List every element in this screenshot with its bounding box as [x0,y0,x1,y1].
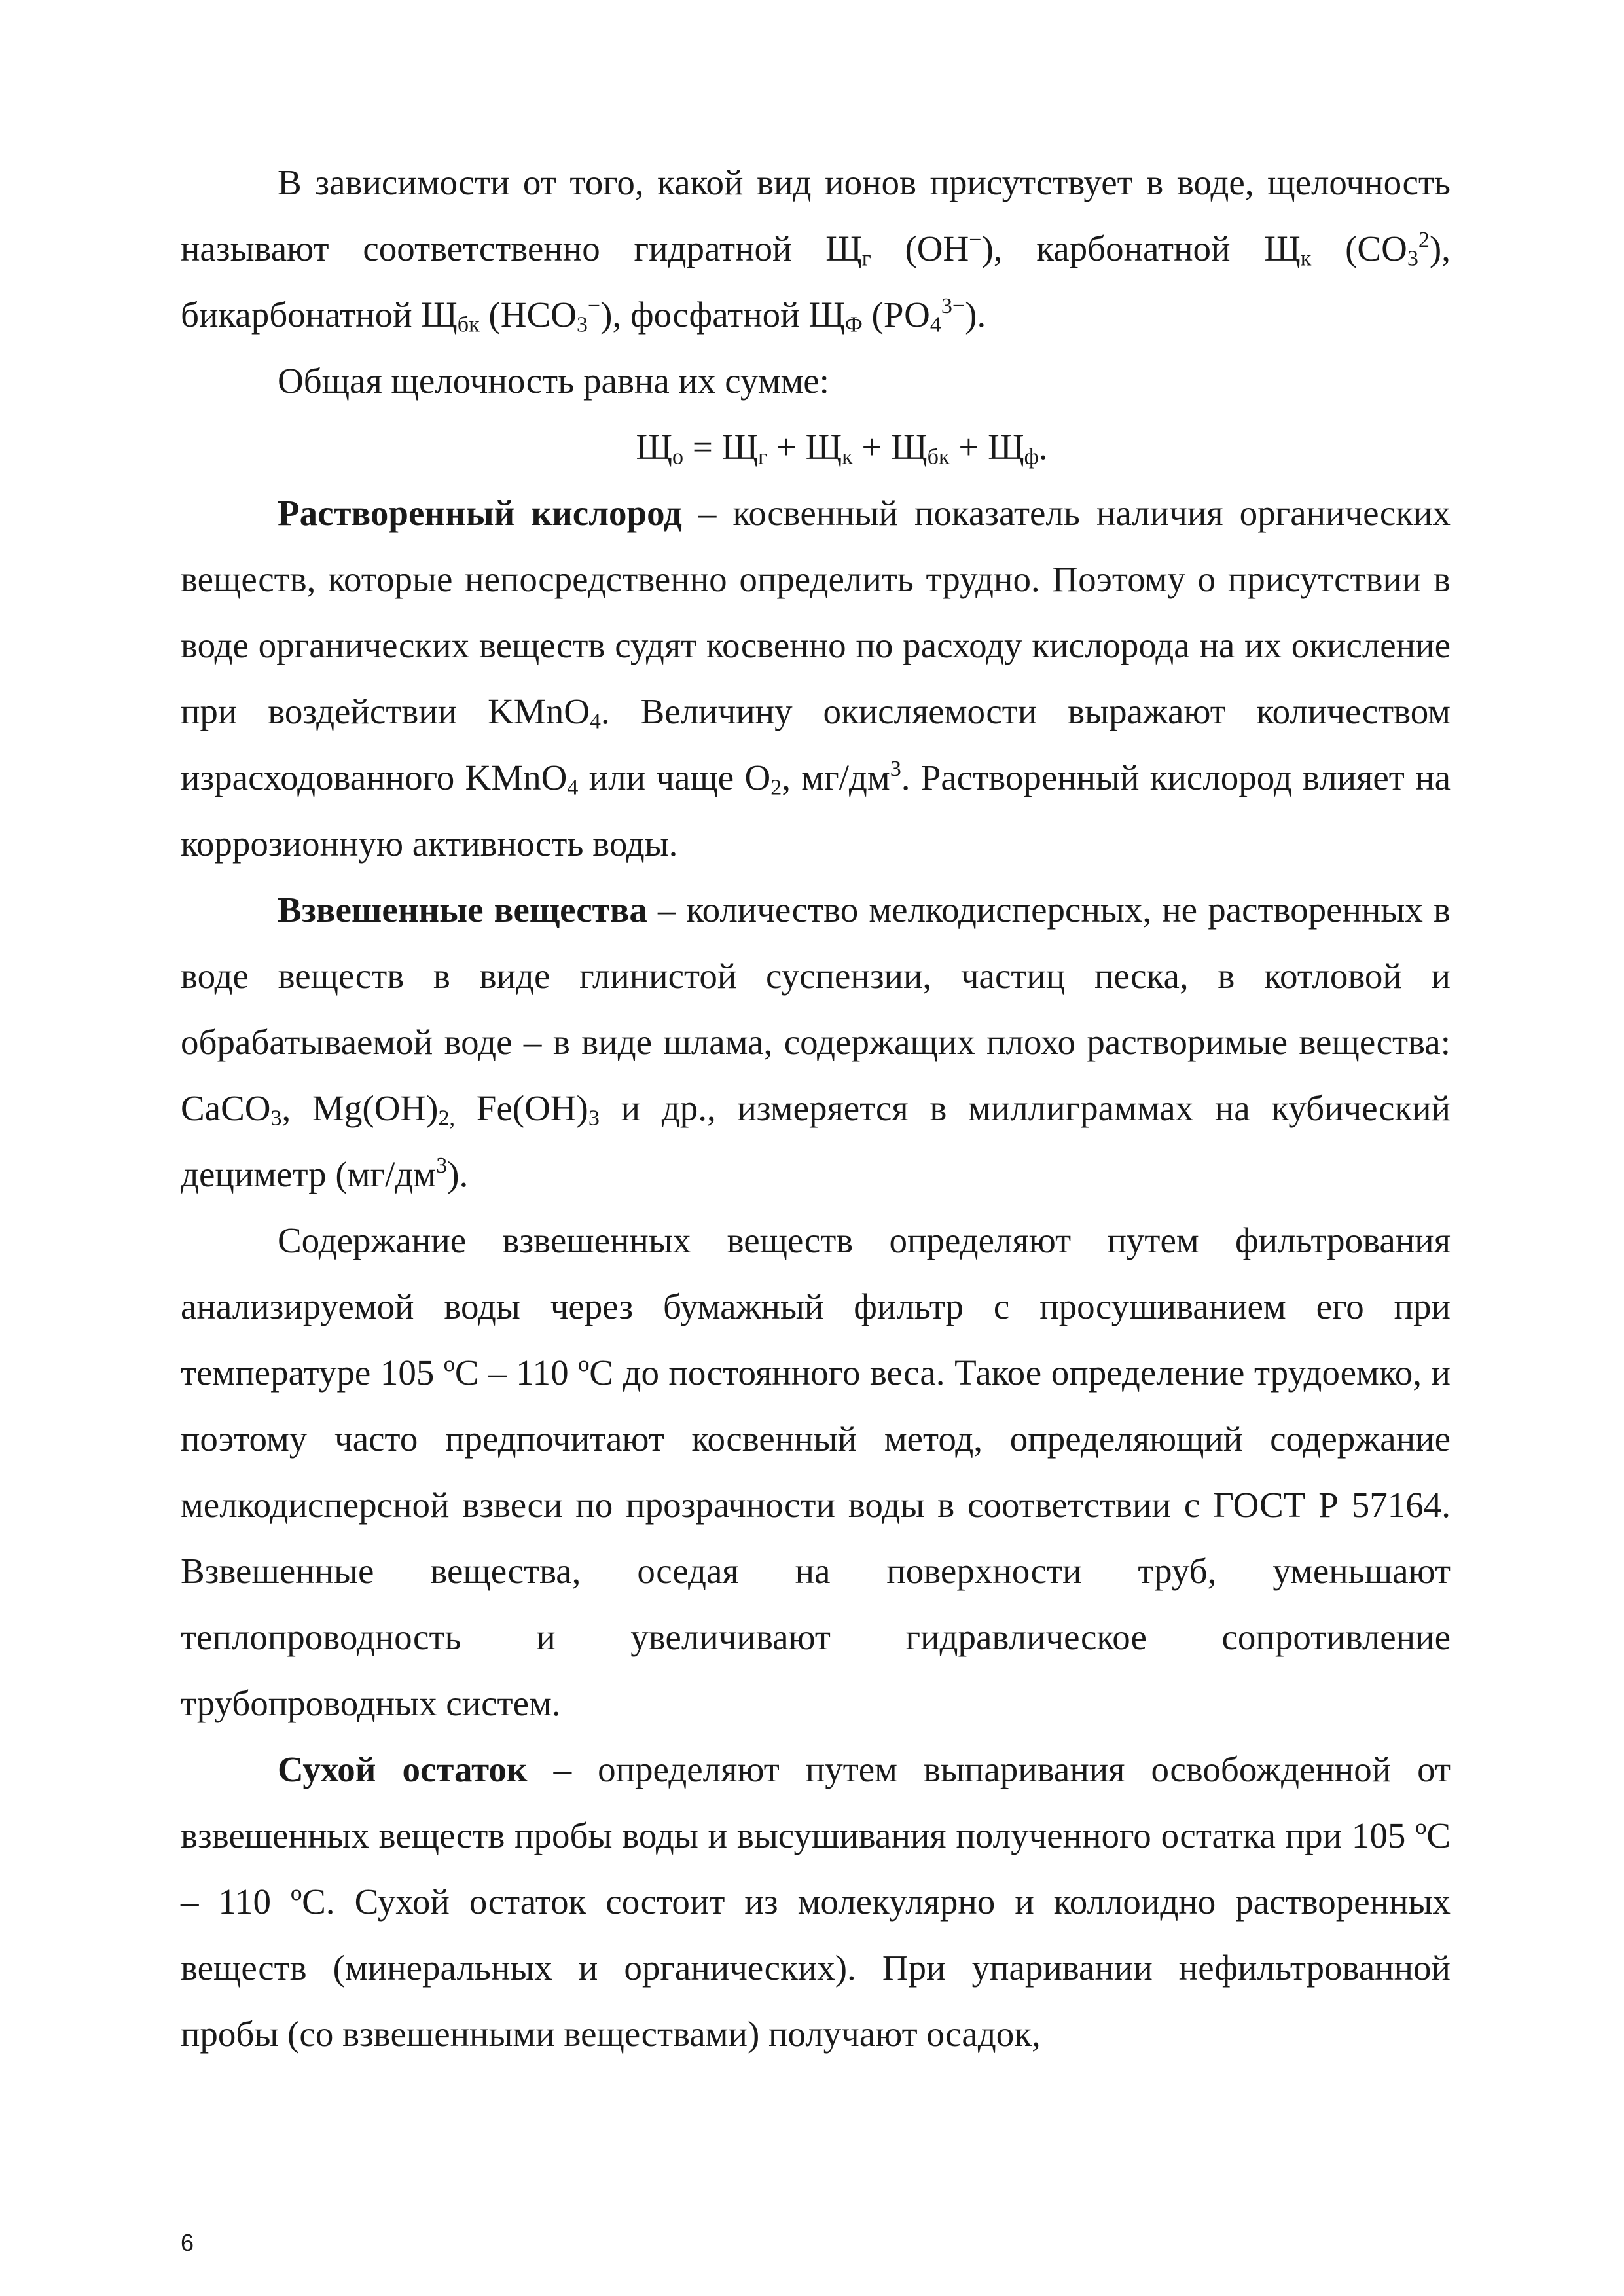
paragraph-total-alkalinity: Общая щелочность равна их сумме: [278,361,829,401]
page-number: 6 [181,2229,194,2256]
paragraph-suspended-solids: Взвешенные вещества – количество мелкодисперсных, не растворенных в воде веществ в виде глинистой суспензии, частиц песка, в котловой и обрабатываемой воде – в виде шлама, содержащих плохо растворимые вещества: CaCO$_3$, $Mg(OH)_{2,}$ $Fe(OH)_3$ и др., измеряется в миллиграммах на кубический дециметр $(мг/дм^3)$. [181,890,1451,1194]
term-dissolved-oxygen: Растворенный кислород [278,493,682,533]
formula-total-alkalinity: $Щ_о = Щ_г + Щ_к + Щ_{бк} + Щ_ф$. [636,427,1048,469]
body-text [181,149,1451,2067]
term-suspended-solids: Взвешенные вещества [278,890,647,930]
paragraph-dissolved-oxygen: Растворенный кислород – косвенный показатель наличия органических веществ, которые непосредственно определить трудно. Поэтому о присутствии в воде органических веществ судят косвенно по расходу кислорода на их окисление при воздействии KMnO$_4$. Величину окисляемости выражают количеством израсходованного KMnO$_4$ или чаще $O_2$, $мг/дм^3$. Растворенный кислород влияет на коррозионную активность воды. [181,493,1451,864]
paragraph-alkalinity-types: В зависимости от того, какой вид ионов присутствует в воде, щелочность называют соответственно гидратной $Щ_г$ (ОН−), карбонатной $Щ_к$ $(СО_3^2)$, бикарбонатной $Щ_{бк}$ $(НСО_3^-)$, фосфатной $Щ_Ф$ $(РО_4^{3-})$. [181,162,1451,337]
paragraph-dry-residue: Сухой остаток – определяют путем выпаривания освобожденной от взвешенных веществ пробы воды и высушивания полученного остатка при 105 ºС – 110 ºС. Сухой остаток состоит из молекулярно и коллоидно растворенных веществ (минеральных и органических). При упаривании нефильтрованной пробы (со взвешенными веществами) получают осадок, [181,1749,1451,2054]
term-dry-residue: Сухой остаток [278,1749,528,1789]
paragraph-suspended-solids-method: Содержание взвешенных веществ определяют путем фильтрования анализируемой воды через бумажный фильтр с просушиванием его при температуре 105 ºС – 110 ºС до постоянного веса. Такое определение трудоемко, и поэтому часто предпочитают косвенный метод, определяющий содержание мелкодисперсной взвеси по прозрачности воды в соответствии с ГОСТ Р 57164. Взвешенные вещества, оседая на поверхности труб, уменьшают теплопроводность и увеличивают гидравлическое сопротивление трубопроводных систем. [181,1220,1451,1723]
